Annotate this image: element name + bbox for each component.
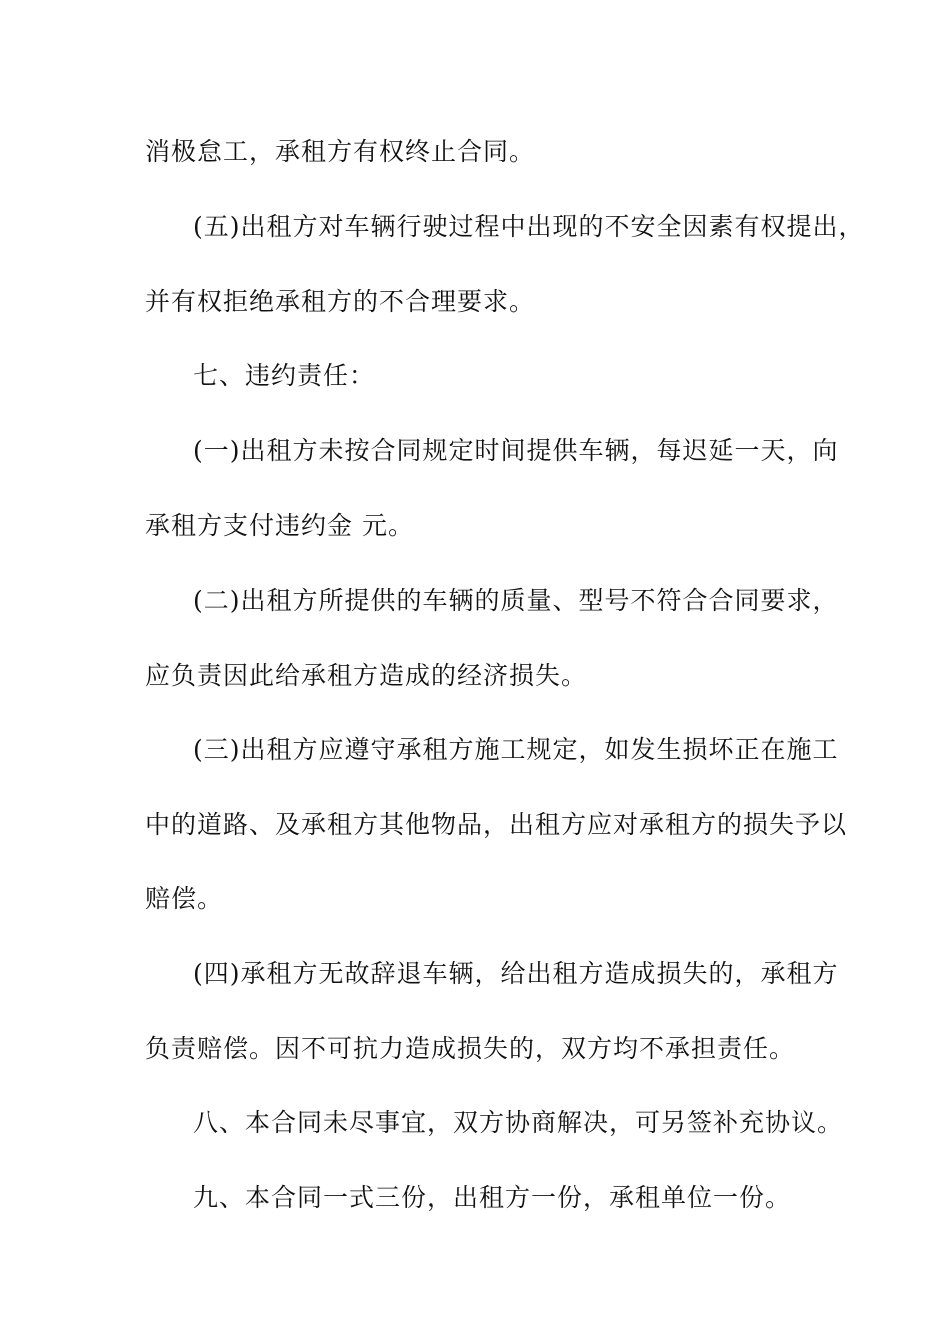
text-line: 中的道路、及承租方其他物品，出租方应对承租方的损失予以 (145, 810, 848, 839)
section-heading: 七、违约责任： (193, 361, 376, 390)
text-line: 赔偿。 (145, 884, 224, 913)
paragraph-start: (二)出租方所提供的车辆的质量、型号不符合合同要求， (193, 586, 839, 615)
paragraph-start: (一)出租方未按合同规定时间提供车辆，每迟延一天，向 (193, 436, 839, 465)
text-line: 消极怠工，承租方有权终止合同。 (145, 137, 536, 166)
text-line: 应负责因此给承租方造成的经济损失。 (145, 661, 588, 690)
paragraph-start: (五)出租方对车辆行驶过程中出现的不安全因素有权提出， (193, 212, 865, 241)
section-heading: 九、本合同一式三份，出租方一份，承租单位一份。 (193, 1183, 792, 1212)
paragraph-start: (三)出租方应遵守承租方施工规定，如发生损坏正在施工 (193, 735, 839, 764)
paragraph-start: (四)承租方无故辞退车辆，给出租方造成损失的，承租方 (193, 959, 839, 988)
text-line: 承租方支付违约金 元。 (145, 511, 414, 540)
text-line: 并有权拒绝承租方的不合理要求。 (145, 287, 536, 316)
section-heading: 八、本合同未尽事宜，双方协商解决，可另签补充协议。 (193, 1108, 844, 1137)
text-line: 负责赔偿。因不可抗力造成损失的，双方均不承担责任。 (145, 1034, 796, 1063)
